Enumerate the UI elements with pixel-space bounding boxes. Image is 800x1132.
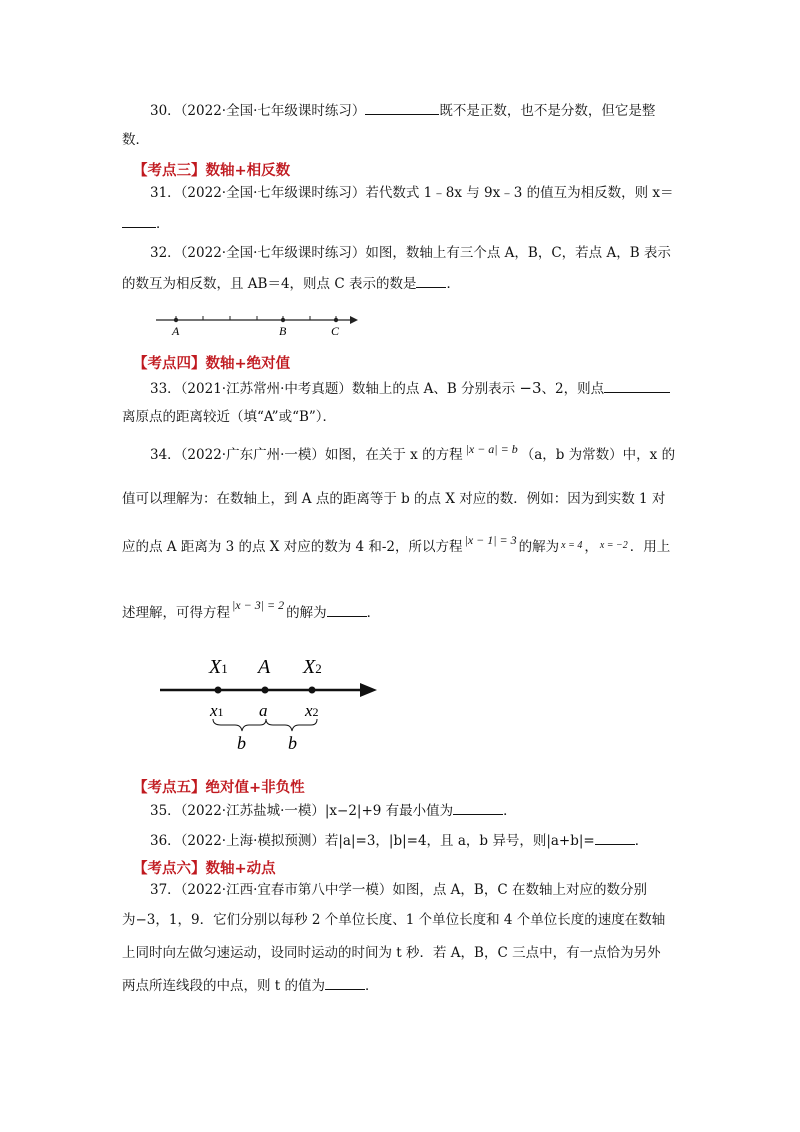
point-b-dot bbox=[281, 318, 285, 322]
q37-line2: 为−3，1，9．它们分别以每秒 2 个单位长度、1 个单位长度和 4 个单位长度的速度在数轴 bbox=[122, 912, 666, 928]
q37-line3: 上同时向左做匀速运动，设同时运动的时间为 t 秒．若 A，B，C 三点中，有一点恰为另外 bbox=[122, 945, 661, 961]
label-A: A bbox=[258, 656, 271, 678]
answer-blank[interactable] bbox=[416, 273, 446, 288]
solution-x-4: x = 4 bbox=[561, 540, 583, 551]
label-X2: X2 bbox=[303, 656, 322, 678]
q34-line2: 值可以理解为：在数轴上，到 A 点的距离等于 b 的点 X 对应的数．例如：因为到实数 1 对 bbox=[122, 491, 666, 507]
answer-blank[interactable] bbox=[365, 100, 439, 115]
point-a-dot bbox=[262, 687, 269, 694]
answer-blank[interactable] bbox=[327, 602, 367, 617]
arrow-head bbox=[350, 316, 358, 324]
q34-line4: 述理解，可得方程 |x − 3| = 2 的解为 ． bbox=[122, 598, 381, 621]
section-heading-5: 【考点五】绝对值+非负性 bbox=[133, 780, 305, 796]
q30-line2: 数． bbox=[122, 132, 149, 148]
section-heading-4: 【考点四】数轴+绝对值 bbox=[133, 356, 291, 372]
equation-x-minus-1: |x − 1| = 3 bbox=[464, 533, 517, 547]
arrow-head bbox=[360, 683, 377, 697]
equation-x-minus-a: |x − a| = b bbox=[465, 442, 518, 456]
section-heading-3: 【考点三】数轴+相反数 bbox=[133, 163, 291, 179]
section-heading-6: 【考点六】数轴+动点 bbox=[133, 861, 276, 877]
q34-number-line-figure bbox=[155, 652, 385, 754]
q33-line2: 离原点的距离较近（填“A”或“B”）． bbox=[122, 409, 337, 425]
label-x1-lower: x1 bbox=[210, 701, 224, 720]
brace-right bbox=[266, 719, 317, 731]
point-x1-dot bbox=[215, 687, 222, 694]
point-a-dot bbox=[174, 318, 178, 322]
label-X1: X1 bbox=[209, 656, 228, 678]
point-a-label: A bbox=[172, 324, 180, 338]
brace-left bbox=[213, 719, 266, 731]
q36-line1: 36．（2022·上海·模拟预测）若|a|=3，|b|=4，且 a，b 异号，则|a+b|= ． bbox=[150, 830, 648, 851]
q31-line2: ． bbox=[122, 213, 170, 234]
q34-line1: 34．（2022·广东广州·一模）如图，在关于 x 的方程 |x − a| = b （a，b 为常数）中，x 的 bbox=[150, 442, 676, 463]
answer-blank[interactable] bbox=[325, 975, 365, 990]
brace-label-b-left: b bbox=[237, 733, 246, 753]
q34-line3: 应的点 A 距离为 3 的点 X 对应的数为 4 和-2，所以方程 |x − 1| = 3 的解为 $^{x = 4}$ ， $^{x = -2}$ ．用上 bbox=[122, 533, 671, 555]
answer-blank[interactable] bbox=[595, 830, 635, 845]
q35-line1: 35．（2022·江苏盐城·一模）|x−2|+9 有最小值为 ． bbox=[150, 800, 517, 821]
q32-number-line-figure bbox=[150, 308, 365, 340]
label-a-lower: a bbox=[259, 701, 268, 720]
q37-line1: 37．（2022·江西·宜春市第八中学一模）如图，点 A，B，C 在数轴上对应的数分别 bbox=[150, 882, 647, 898]
q30-line1: 30．（2022·全国·七年级课时练习） 既不是正数，也不是分数，但它是整 bbox=[150, 100, 655, 121]
answer-blank[interactable] bbox=[122, 213, 156, 228]
q31-line1: 31．（2022·全国·七年级课时练习）若代数式 1﹣8x 与 9x﹣3 的值互为相反数，则 x＝ bbox=[150, 185, 674, 201]
q32-line1: 32．（2022·全国·七年级课时练习）如图，数轴上有三个点 A，B，C，若点 A，B 表示 bbox=[150, 245, 671, 261]
answer-blank[interactable] bbox=[604, 378, 670, 393]
point-c-label: C bbox=[331, 324, 340, 338]
point-c-dot bbox=[334, 318, 338, 322]
equation-x-minus-3: |x − 3| = 2 bbox=[232, 598, 285, 612]
point-b-label: B bbox=[279, 324, 287, 338]
solution-x-neg2: x = −2 bbox=[599, 540, 628, 551]
answer-blank[interactable] bbox=[453, 800, 503, 815]
label-x2-lower: x2 bbox=[305, 701, 319, 720]
point-x2-dot bbox=[309, 687, 316, 694]
q33-line1: 33．（2021·江苏常州·中考真题）数轴上的点 A、B 分别表示 −3、2，则点 bbox=[150, 378, 670, 399]
q37-line4: 两点所连线段的中点，则 t 的值为 ． bbox=[122, 975, 379, 996]
q32-line2: 的数互为相反数，且 AB＝4，则点 C 表示的数是 ． bbox=[122, 273, 460, 294]
brace-label-b-right: b bbox=[288, 733, 297, 753]
